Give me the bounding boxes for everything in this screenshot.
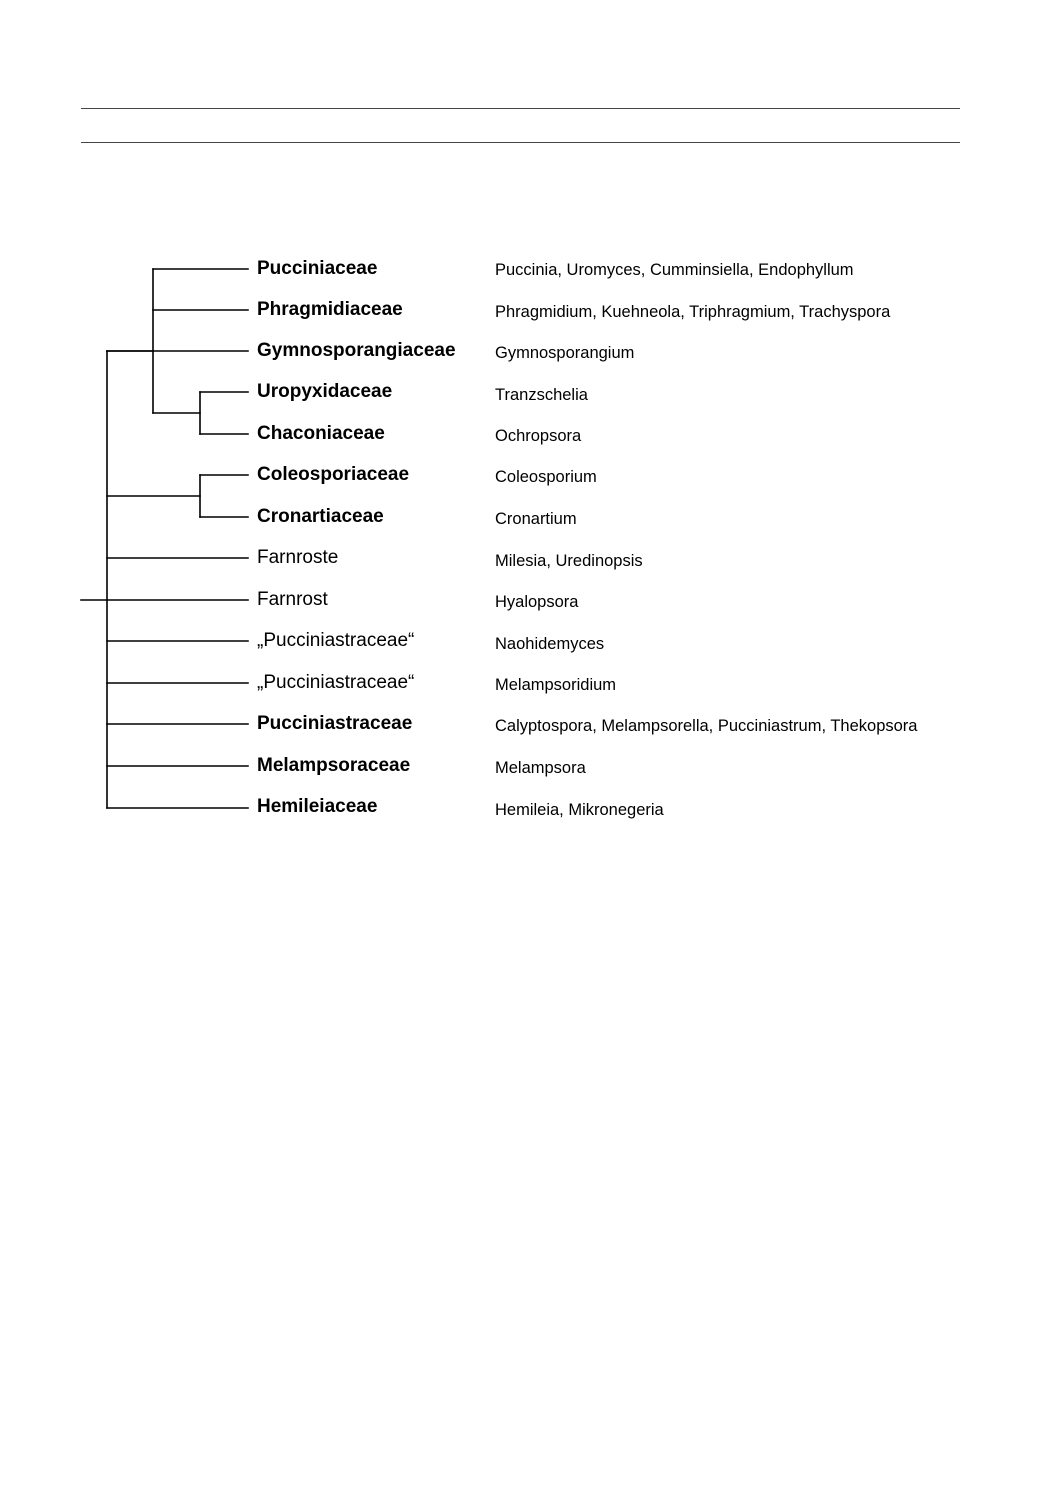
family-label: Chaconiaceae <box>257 423 385 444</box>
family-label: Farnroste <box>257 547 339 568</box>
genera-label: Puccinia, Uromyces, Cumminsiella, Endophyllum <box>495 261 854 279</box>
genera-label: Coleosporium <box>495 468 597 486</box>
family-label: Cronartiaceae <box>257 506 384 527</box>
genera-label: Naohidemyces <box>495 635 605 653</box>
family-label: Melampsoraceae <box>257 755 411 776</box>
family-label: Pucciniaceae <box>257 258 378 279</box>
genera-label: Melampsoridium <box>495 676 617 694</box>
genera-label: Calyptospora, Melampsorella, Pucciniastrum, Thekopsora <box>495 717 918 735</box>
family-label: Farnrost <box>257 589 328 610</box>
genera-label: Ochropsora <box>495 427 582 445</box>
family-label: „Pucciniastraceae“ <box>257 630 415 651</box>
family-label: Pucciniastraceae <box>257 713 413 734</box>
genera-label: Gymnosporangium <box>495 344 635 362</box>
family-label: „Pucciniastraceae“ <box>257 672 415 693</box>
genera-label: Phragmidium, Kuehneola, Triphragmium, Trachyspora <box>495 303 891 321</box>
family-label: Coleosporiaceae <box>257 464 410 485</box>
genera-label: Cronartium <box>495 510 577 528</box>
genera-label: Milesia, Uredinopsis <box>495 552 643 570</box>
family-label: Gymnosporangiaceae <box>257 340 456 361</box>
genera-label: Hemileia, Mikronegeria <box>495 801 664 819</box>
family-label: Uropyxidaceae <box>257 381 393 402</box>
genera-label: Tranzschelia <box>495 386 588 404</box>
genera-label: Hyalopsora <box>495 593 579 611</box>
genera-label: Melampsora <box>495 759 586 777</box>
family-label: Phragmidiaceae <box>257 299 403 320</box>
family-label: Hemileiaceae <box>257 796 378 817</box>
